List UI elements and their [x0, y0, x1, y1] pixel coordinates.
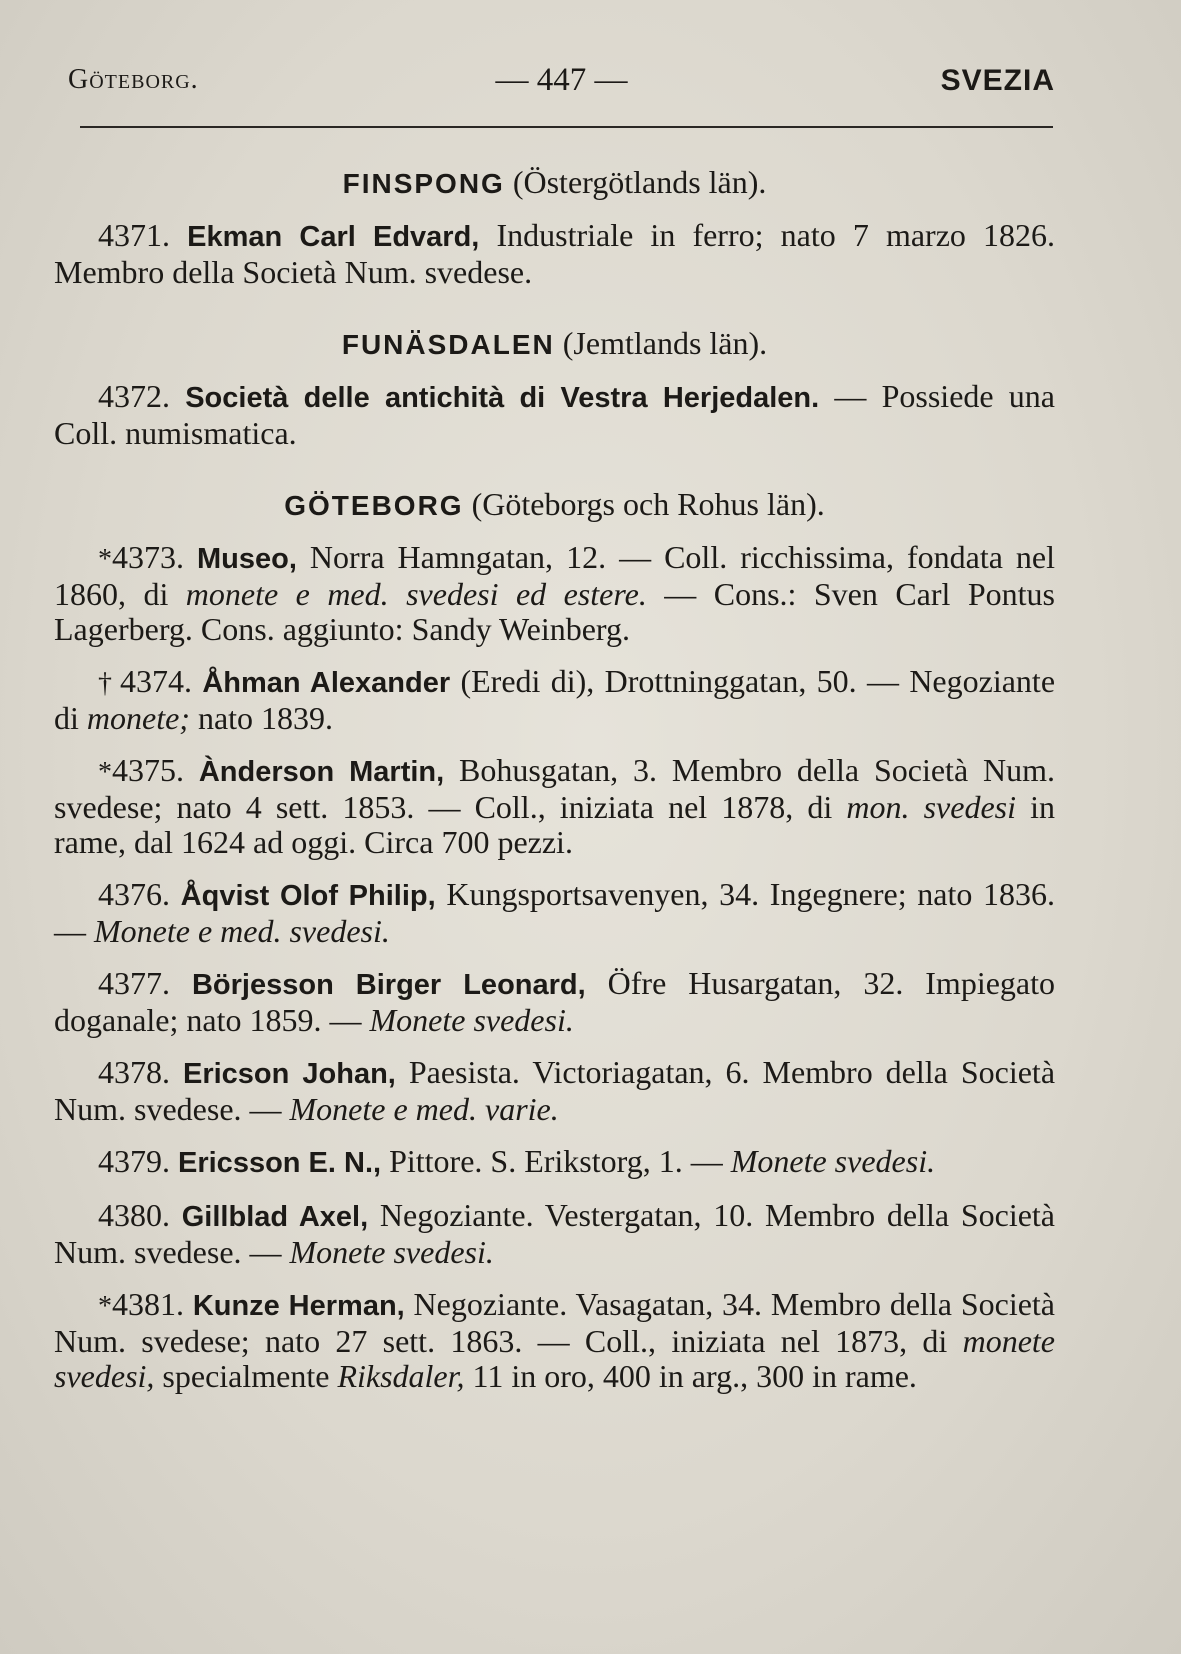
- entry: [54, 1198, 1055, 1270]
- entry-text: 11 in oro, 400 in arg., 300 in rame.: [464, 1358, 917, 1394]
- entry-text: Industriale in ferro; nato 7 marzo 1826. Membro della Società Num. svedese.: [54, 217, 1056, 290]
- entry: [54, 966, 1055, 1038]
- entry: [54, 877, 1055, 949]
- section-place: FINSPONG: [342, 168, 505, 199]
- section-heading: [54, 162, 1055, 204]
- entry-marker: *: [98, 544, 112, 575]
- entry-number: 4373.: [112, 539, 184, 575]
- entry-italic: mon. svedesi: [846, 789, 1017, 825]
- entry-number: 4375.: [112, 752, 184, 788]
- entry-number: 4376.: [98, 876, 170, 912]
- entry-name: Ekman Carl Edvard,: [187, 221, 480, 253]
- entry-italic: monete svedesi,: [54, 1323, 1055, 1394]
- entry: [54, 1287, 1055, 1394]
- entry-name: Kunze Herman,: [192, 1290, 405, 1322]
- entry-italic: Monete e med. varie.: [289, 1091, 559, 1127]
- entry-name: Museo,: [197, 543, 297, 575]
- entry: [54, 379, 1055, 451]
- entry-text: Bohusgatan, 3. Membro della Società Num. svedese; nato 4 sett. 1853. — Coll., iniziata nel 1878, di: [54, 752, 1056, 825]
- entry: [54, 218, 1055, 290]
- page-content: [54, 162, 1055, 1411]
- entry-text: Norra Hamngatan, 12. — Coll. ricchissima, fondata nel 1860, di: [54, 539, 1056, 612]
- section-heading: [54, 484, 1055, 526]
- entry-name: Åqvist Olof Philip,: [180, 880, 436, 912]
- entry-number: 4374.: [120, 663, 192, 699]
- entry-italic: Monete svedesi.: [730, 1143, 936, 1179]
- entry-name: Società delle antichità di Vestra Herjedalen.: [185, 382, 820, 414]
- entry-italic: Monete e med. svedesi.: [94, 913, 390, 949]
- entry-text: specialmente: [154, 1358, 338, 1394]
- entry: [54, 1055, 1055, 1127]
- page-number: — 447 —: [495, 62, 628, 98]
- entry-name: Ericsson E. N.,: [178, 1147, 382, 1179]
- section-region: (Göteborgs och Rohus län).: [471, 486, 825, 522]
- entry-italic: Riksdaler,: [337, 1358, 465, 1394]
- entry-text: nato 1839.: [189, 700, 334, 736]
- entry-italic: monete;: [86, 700, 190, 736]
- entry-text: Paesista. Victoriagatan, 6. Membro della Società Num. svedese. —: [54, 1054, 1056, 1127]
- entry-marker: †: [98, 668, 112, 699]
- section-place: FUNÄSDALEN: [341, 329, 555, 360]
- entry-text: — Possiede una Coll. numismatica.: [54, 378, 1055, 451]
- entry-name: Ericson Johan,: [182, 1058, 396, 1090]
- entry-italic: monete e med. svedesi ed estere.: [185, 576, 647, 612]
- entry-number: 4371.: [98, 217, 170, 253]
- entry-name: Ànderson Martin,: [198, 756, 445, 788]
- entry: [54, 753, 1055, 860]
- entry-text: Negoziante. Vasagatan, 34. Membro della Società Num. svedese; nato 27 sett. 1863. — Coll., iniziata nel 1873, di: [54, 1286, 1056, 1359]
- section-region: (Östergötlands län).: [512, 164, 767, 200]
- entry: [54, 540, 1055, 647]
- entry: [54, 664, 1055, 736]
- entry-name: Börjesson Birger Leonard,: [191, 969, 586, 1001]
- entry-name: Gillblad Axel,: [181, 1201, 369, 1233]
- entry-number: 4379.: [98, 1143, 170, 1179]
- entry-text: in rame, dal 1624 ad oggi. Circa 700 pezzi.: [54, 789, 1056, 860]
- entry-text: — Cons.: Sven Carl Pontus Lagerberg. Cons. aggiunto: Sandy Weinberg.: [54, 576, 1055, 647]
- entry-marker: *: [98, 757, 112, 788]
- header-rule: [80, 126, 1053, 128]
- entry: [54, 1144, 1055, 1181]
- entry-marker: *: [98, 1291, 112, 1322]
- entry-text: (Eredi di), Drottninggatan, 50. — Negoziante di: [54, 663, 1056, 736]
- section-heading: [54, 323, 1055, 365]
- entry-number: 4377.: [98, 965, 170, 1001]
- entry-text: Kungsportsavenyen, 34. Ingegnere; nato 1836. —: [54, 876, 1056, 949]
- entry-number: 4378.: [98, 1054, 170, 1090]
- entry-number: 4380.: [98, 1197, 170, 1233]
- entry-text: Öfre Husargatan, 32. Impiegato doganale; nato 1859. —: [54, 965, 1056, 1038]
- entry-number: 4372.: [98, 378, 170, 414]
- entry-number: 4381.: [112, 1286, 184, 1322]
- header-country: SVEZIA: [940, 64, 1055, 97]
- header-city: Göteborg.: [68, 64, 199, 95]
- entry-name: Åhman Alexander: [202, 667, 451, 699]
- section-region: (Jemtlands län).: [562, 325, 768, 361]
- running-header: [68, 58, 1055, 108]
- entry-text: Negoziante. Vestergatan, 10. Membro della Società Num. svedese. —: [54, 1197, 1056, 1270]
- section-place: GÖTEBORG: [284, 490, 464, 521]
- entry-italic: Monete svedesi.: [289, 1234, 494, 1270]
- entry-italic: Monete svedesi.: [369, 1002, 574, 1038]
- entry-text: Pittore. S. Erikstorg, 1. —: [381, 1143, 731, 1179]
